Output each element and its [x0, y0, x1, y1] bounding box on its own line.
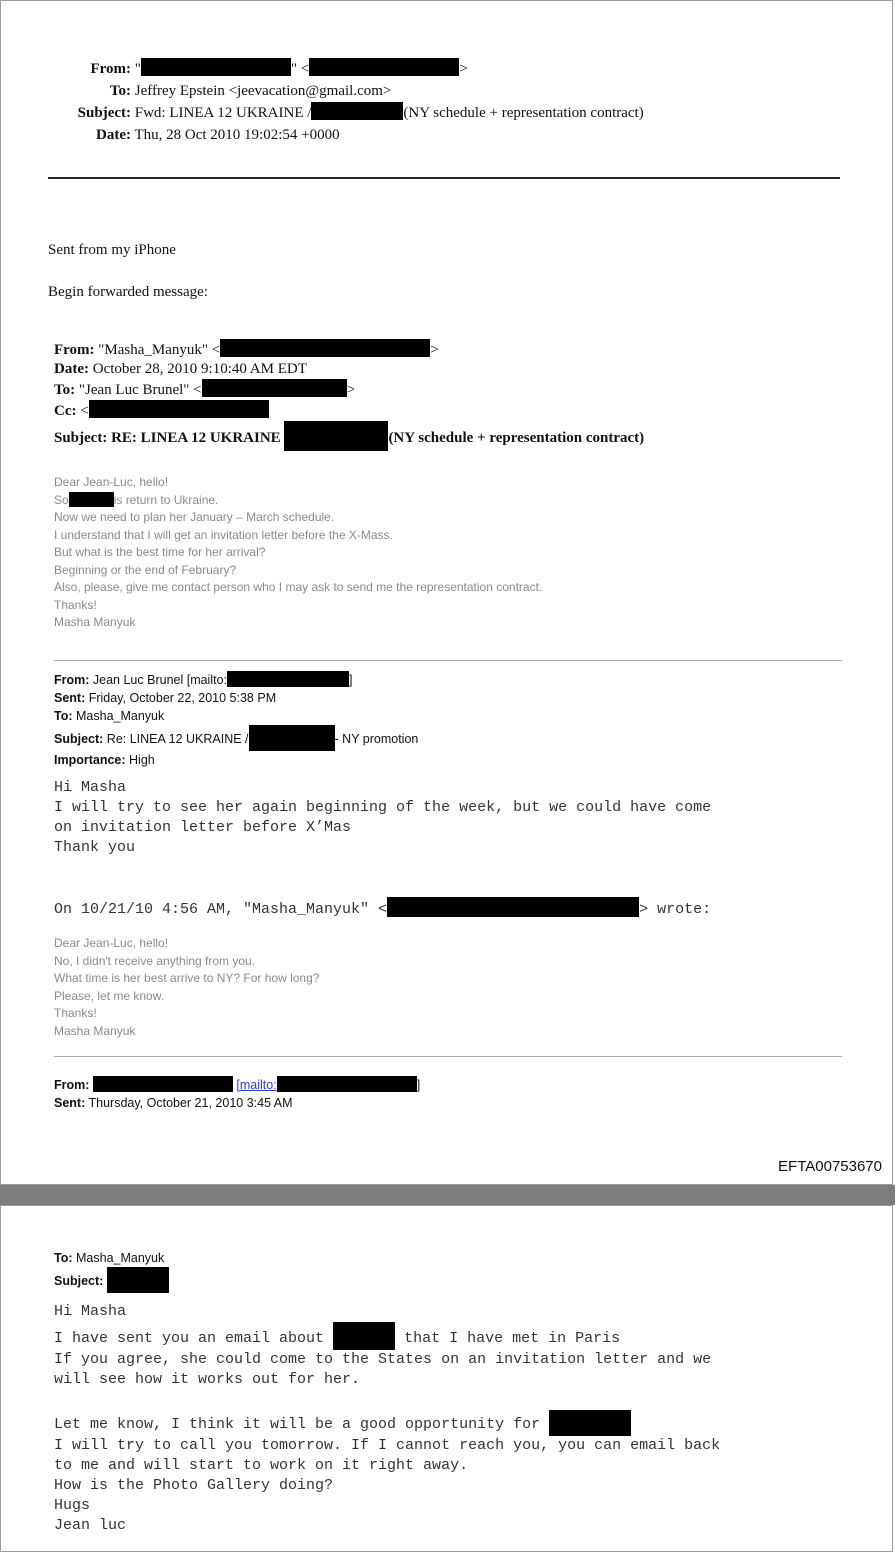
fwd-to-label: To:	[54, 382, 76, 398]
from-label: From:	[90, 61, 131, 77]
reply-header-2	[54, 1076, 420, 1112]
reply2-from-end: ]	[416, 1078, 421, 1092]
to-value: Jeffrey Epstein <jeevacation@gmail.com>	[134, 83, 392, 99]
body-text: I have sent you an email about	[54, 1330, 325, 1347]
body-line	[54, 1322, 720, 1350]
message-line: I understand that I will get an invitation letter before the X-Mass.	[54, 527, 393, 542]
wrote-line	[54, 897, 711, 920]
message-line: No, I didn't receive anything from you.	[54, 953, 256, 968]
reply-line: Hi Masha	[54, 779, 127, 796]
page2-to-value: Masha_Manyuk	[76, 1251, 165, 1265]
from-value-start: "	[134, 61, 141, 77]
reply-subject-label: Subject:	[54, 732, 104, 746]
redaction-block	[249, 725, 335, 751]
body-line: to me and will start to work on it right away.	[54, 1457, 469, 1474]
message-line: Thanks!	[54, 1006, 97, 1020]
fwd-subject-value-a: RE: LINEA 12 UKRAINE	[111, 430, 281, 446]
reply-subject-value-b: - NY promotion	[334, 732, 419, 746]
redaction-block	[333, 1322, 395, 1350]
subject-value-b: (NY schedule + representation contract)	[403, 105, 644, 121]
fwd-date-value: October 28, 2010 9:10:40 AM EDT	[92, 361, 307, 377]
body-line: I will try to call you tomorrow. If I cannot reach you, you can email back	[54, 1437, 721, 1454]
redaction-block	[220, 339, 430, 357]
reply-importance-row	[54, 751, 418, 769]
redaction-block	[202, 379, 347, 397]
body-line: How is the Photo Gallery doing?	[54, 1477, 334, 1494]
fwd-from-value: "Masha_Manyuk" <	[98, 342, 221, 358]
reply-from-end: ]	[349, 673, 353, 687]
page2-subject-label: Subject:	[54, 1274, 104, 1288]
reply2-sent-label: Sent:	[54, 1096, 86, 1110]
reply-importance-value: High	[129, 753, 155, 767]
message-line: Masha Manyuk	[54, 1023, 136, 1038]
message-body-1	[54, 474, 542, 632]
subject-label: Subject:	[77, 105, 131, 121]
message-line: Dear Jean-Luc, hello!	[54, 936, 169, 950]
body-line: Hugs	[54, 1497, 91, 1514]
fwd-subject-value-b: (NY schedule + representation contract)	[388, 430, 645, 446]
mailto-link[interactable]: [mailto:	[236, 1078, 277, 1092]
header-to-row	[61, 80, 644, 102]
fwd-to-end: >	[346, 382, 356, 398]
body-line	[54, 1410, 720, 1436]
message-text: is return to Ukraine.	[113, 492, 219, 507]
redaction-block	[277, 1076, 417, 1092]
redaction-block	[89, 400, 269, 418]
body-line: will see how it works out for her.	[54, 1371, 361, 1388]
begin-forwarded-text: Begin forwarded message:	[48, 284, 208, 300]
reply-to-row	[54, 707, 418, 725]
redaction-block	[284, 421, 388, 451]
sent-from-text: Sent from my iPhone	[48, 242, 176, 258]
page-separator	[0, 1185, 895, 1205]
page2-to-row	[54, 1249, 169, 1267]
message-line: Masha Manyuk	[54, 615, 136, 629]
message-line: Thanks!	[54, 597, 97, 612]
reply-from-value: Jean Luc Brunel [mailto:	[92, 673, 228, 687]
fwd-cc-label: Cc:	[54, 403, 77, 419]
document-page-2	[0, 1205, 893, 1552]
header-divider	[48, 177, 840, 179]
body-line: If you agree, she could come to the States on an invitation letter and we	[54, 1351, 712, 1368]
page2-body	[54, 1302, 720, 1536]
header-subject-row	[61, 102, 644, 124]
fwd-cc-value: <	[80, 403, 89, 419]
divider	[54, 660, 842, 661]
message-body-2	[54, 935, 319, 1040]
body-line: Jean luc	[54, 1517, 127, 1534]
redaction-block	[387, 897, 639, 917]
redaction-block	[309, 58, 459, 76]
from-value-mid: " <	[290, 61, 310, 77]
fwd-to-value: "Jean Luc Brunel" <	[78, 382, 202, 398]
fwd-to-row	[54, 379, 644, 400]
reply2-from-label: From:	[54, 1078, 90, 1092]
wrote-text-b: > wrote:	[639, 901, 712, 918]
body-text: Let me know, I think it will be a good opportunity for	[54, 1416, 541, 1433]
message-line: Dear Jean-Luc, hello!	[54, 475, 169, 489]
reply-importance-label: Importance:	[54, 753, 126, 767]
page2-to-label: To:	[54, 1251, 73, 1265]
reply2-from-row	[54, 1076, 420, 1094]
wrote-text-a: On 10/21/10 4:56 AM, "Masha_Manyuk" <	[54, 901, 388, 918]
reply-subject-value-a: Re: LINEA 12 UKRAINE /	[106, 732, 249, 746]
reply-sent-label: Sent:	[54, 691, 86, 705]
reply-subject-row	[54, 725, 418, 751]
to-label: To:	[109, 83, 131, 99]
date-value: Thu, 28 Oct 2010 19:02:54 +0000	[134, 127, 340, 143]
document-id: EFTA00753670	[778, 1158, 882, 1175]
redaction-block	[69, 492, 114, 507]
message-line: But what is the best time for her arrival?	[54, 545, 266, 559]
message-line: Please, let me know.	[54, 988, 165, 1003]
reply-from-label: From:	[54, 673, 90, 687]
reply-to-label: To:	[54, 709, 73, 723]
reply-from-row	[54, 671, 418, 689]
reply-sent-row	[54, 689, 418, 707]
message-line: Beginning or the end of February?	[54, 562, 237, 577]
fwd-date-label: Date:	[54, 361, 89, 377]
fwd-date-row	[54, 360, 644, 379]
body-line: Hi Masha	[54, 1303, 127, 1320]
reply-to-value: Masha_Manyuk	[76, 709, 165, 723]
forwarded-header	[54, 339, 644, 451]
from-value-end: >	[459, 61, 468, 77]
reply-sent-value: Friday, October 22, 2010 5:38 PM	[88, 691, 277, 705]
date-label: Date:	[96, 127, 131, 143]
reply2-sent-row	[54, 1094, 420, 1112]
redaction-block	[141, 58, 291, 76]
fwd-subject-label: Subject:	[54, 430, 108, 446]
divider	[54, 1056, 842, 1057]
body-text: that I have met in Paris	[404, 1330, 621, 1347]
message-line	[54, 492, 542, 510]
redaction-block	[549, 1410, 631, 1436]
message-line: Also, please, give me contact person who I may ask to send me the representation contract.	[54, 580, 543, 594]
email-header	[61, 58, 644, 146]
reply-line: on invitation letter before X’Mas	[54, 819, 352, 836]
page2-subject-row	[54, 1267, 169, 1293]
redaction-block	[107, 1267, 169, 1293]
fwd-cc-row	[54, 400, 644, 421]
reply-body-1	[54, 778, 711, 858]
fwd-from-end: >	[430, 342, 439, 358]
reply-line: Thank you	[54, 839, 136, 856]
redaction-block	[93, 1076, 233, 1092]
subject-value-a: Fwd: LINEA 12 UKRAINE /	[134, 105, 312, 121]
message-line: Now we need to plan her January – March schedule.	[54, 510, 335, 524]
fwd-subject-row	[54, 421, 644, 451]
reply-line: I will try to see her again beginning of the week, but we could have come	[54, 799, 712, 816]
fwd-from-row	[54, 339, 644, 360]
redaction-block	[227, 671, 349, 687]
message-text: So	[54, 492, 69, 507]
fwd-from-label: From:	[54, 342, 95, 358]
header-date-row	[61, 124, 644, 146]
page2-header	[54, 1249, 169, 1293]
reply2-sent-value: Thursday, October 21, 2010 3:45 AM	[88, 1096, 293, 1110]
redaction-block	[311, 102, 403, 120]
header-from-row	[61, 58, 644, 80]
reply-header-1	[54, 671, 418, 769]
message-line: What time is her best arrive to NY? For how long?	[54, 971, 320, 985]
spacer	[54, 1390, 720, 1410]
